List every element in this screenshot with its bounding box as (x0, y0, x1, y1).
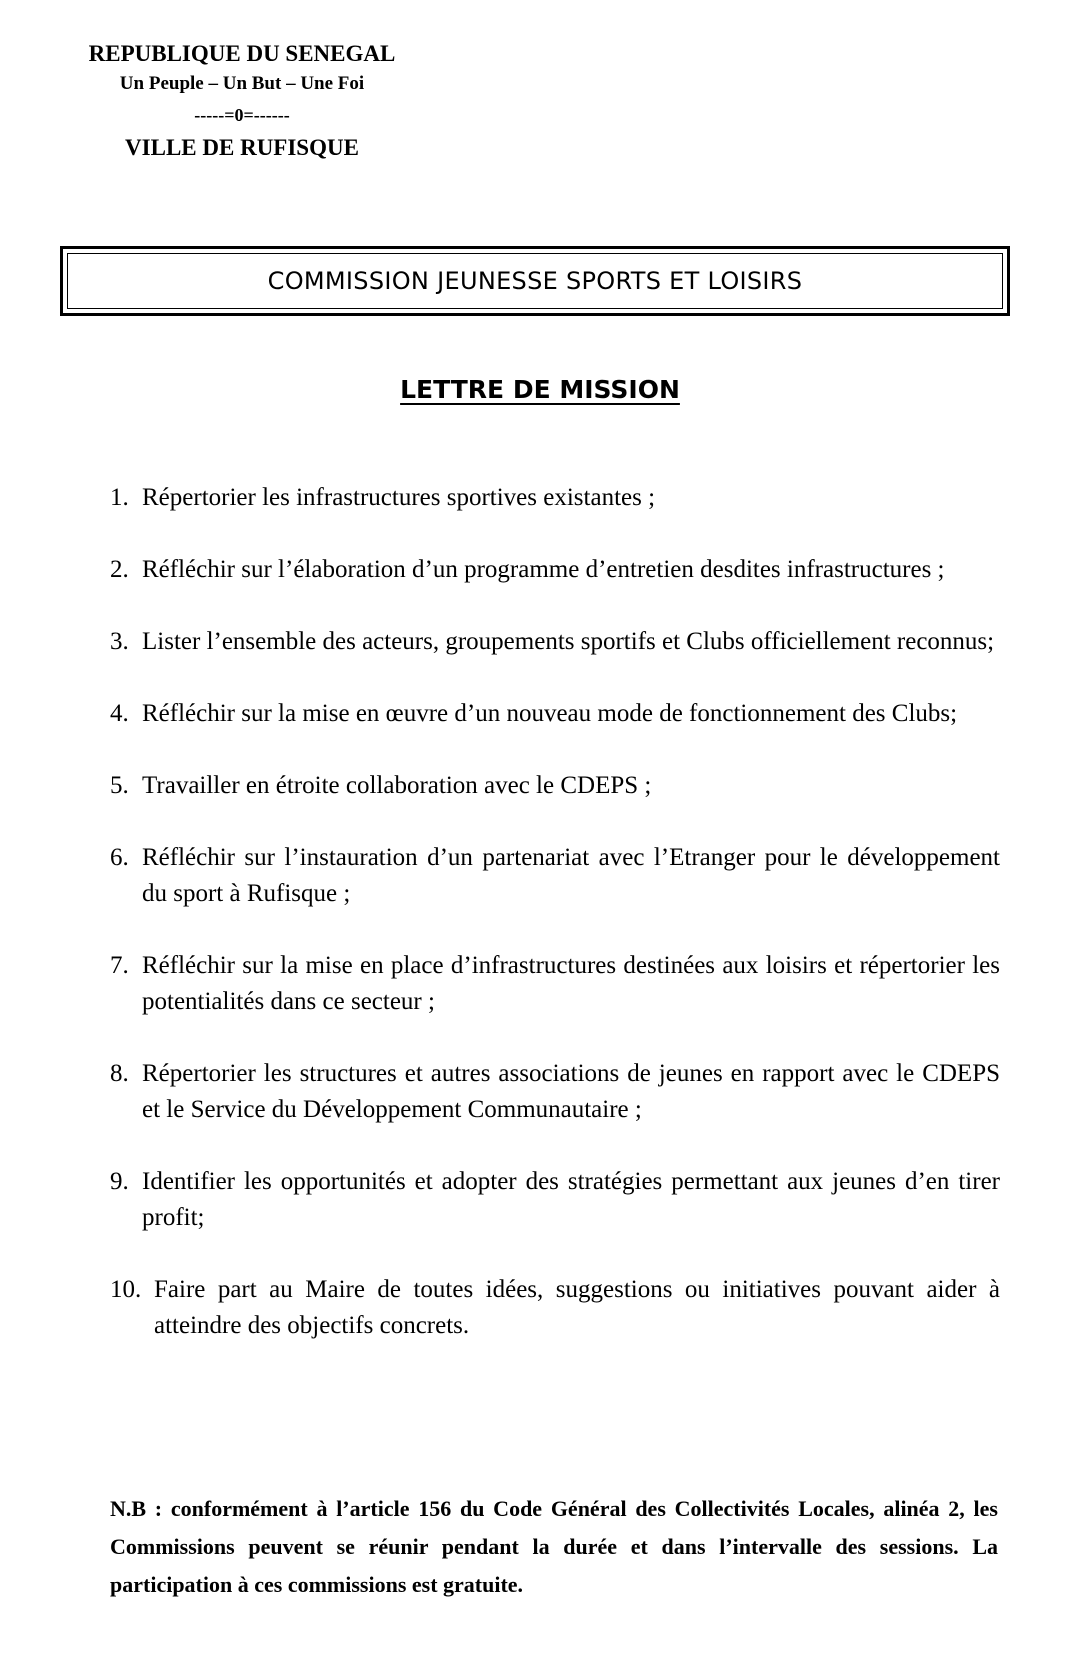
mission-item-text: Réfléchir sur l’élaboration d’un programme d’entretien desdites infrastructures ; (142, 556, 945, 583)
mission-item (110, 696, 1000, 732)
mission-item-text: Réfléchir sur la mise en œuvre d’un nouveau mode de fonctionnement des Clubs; (142, 700, 958, 727)
mission-item (110, 768, 1000, 804)
commission-title-frame (60, 246, 1010, 316)
mission-item-text: Lister l’ensemble des acteurs, groupements sportifs et Clubs officiellement reconnus; (142, 628, 995, 655)
mission-item-text: Réfléchir sur l’instauration d’un partenariat avec l’Etranger pour le développement du sport à Rufisque ; (142, 844, 1000, 907)
mission-item-text: Travailler en étroite collaboration avec le CDEPS ; (142, 772, 652, 799)
mission-item-text: Identifier les opportunités et adopter des stratégies permettant aux jeunes d’en tirer profit; (142, 1168, 1000, 1231)
nota-bene: N.B : conformément à l’article 156 du Code Général des Collectivités Locales, alinéa 2, les Commissions peuvent se réunir pendant la durée et dans l’intervalle des sessions. La participation à ces commissions est gratuite. (110, 1496, 998, 1597)
document-heading: LETTRE DE MISSION (400, 375, 680, 404)
mission-item (110, 624, 1000, 660)
mission-item-number: 6. (110, 844, 129, 871)
commission-title: COMMISSION JEUNESSE SPORTS ET LOISIRS (267, 267, 803, 295)
mission-item-number: 4. (110, 700, 129, 727)
mission-item (110, 1056, 1000, 1128)
mission-item-number: 10. (110, 1276, 142, 1303)
country-name: REPUBLIQUE DU SENEGAL (88, 41, 396, 66)
national-motto: Un Peuple – Un But – Une Foi (119, 73, 365, 94)
mission-item-number: 1. (110, 484, 129, 511)
mission-item (110, 840, 1000, 912)
mission-item-number: 8. (110, 1060, 129, 1087)
mission-item (110, 1164, 1000, 1236)
mission-item (110, 948, 1000, 1020)
header-separator: -----=0=------ (194, 105, 290, 125)
mission-item (110, 552, 1000, 588)
mission-list (110, 480, 1000, 1380)
commission-title-inner-frame (67, 253, 1003, 309)
city-name: VILLE DE RUFISQUE (125, 135, 359, 160)
mission-item-number: 9. (110, 1168, 129, 1195)
mission-item-text: Réfléchir sur la mise en place d’infrastructures destinées aux loisirs et répertorier les potentialités dans ce secteur ; (142, 952, 1000, 1015)
mission-item-number: 3. (110, 628, 129, 655)
letterhead (62, 38, 422, 164)
mission-item-text: Répertorier les structures et autres associations de jeunes en rapport avec le CDEPS et le Service du Développement Communautaire ; (142, 1060, 1000, 1123)
mission-item-number: 5. (110, 772, 129, 799)
mission-item (110, 1272, 1000, 1344)
mission-item-number: 7. (110, 952, 129, 979)
mission-item-text: Faire part au Maire de toutes idées, suggestions ou initiatives pouvant aider à atteindre des objectifs concrets. (154, 1276, 1000, 1339)
mission-item (110, 480, 1000, 516)
mission-item-number: 2. (110, 556, 129, 583)
mission-item-text: Répertorier les infrastructures sportives existantes ; (142, 484, 656, 511)
